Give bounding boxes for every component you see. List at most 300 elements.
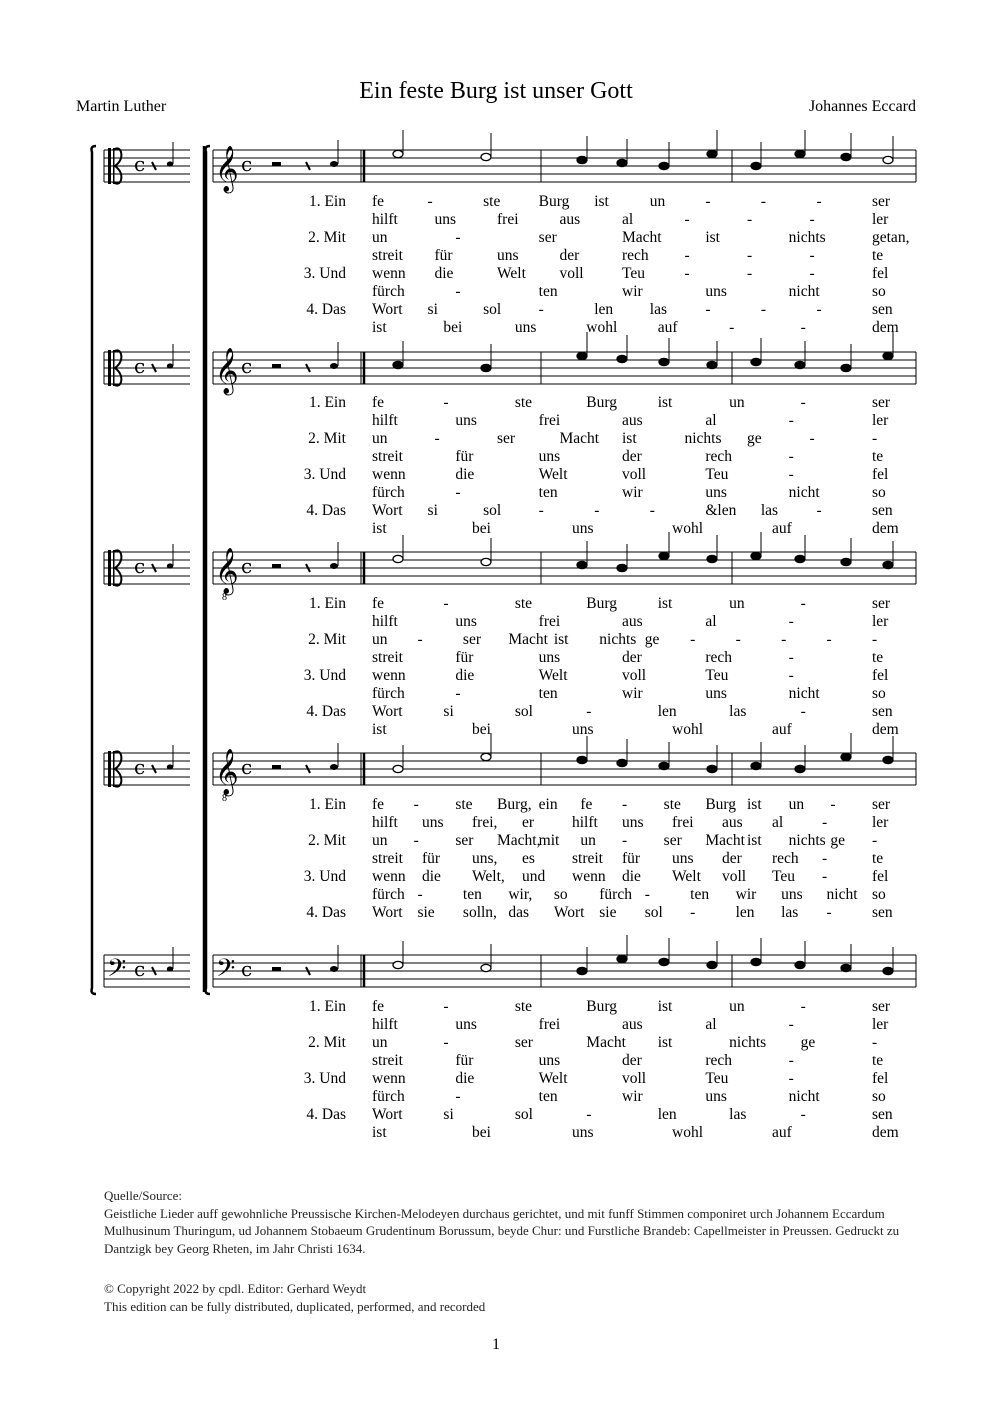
note-icon xyxy=(795,361,805,368)
lyric-syllable: - xyxy=(434,430,440,447)
lyric-syllable: hilft xyxy=(372,412,398,429)
lyric-syllable: un xyxy=(729,394,745,411)
lyric-syllable: Teu xyxy=(705,667,729,684)
lyric-syllable: Macht xyxy=(622,229,662,246)
lyric-syllable: Teu xyxy=(772,868,796,885)
lyric-syllable: un xyxy=(372,430,388,447)
lyric-syllable: si xyxy=(427,301,438,318)
note-icon xyxy=(167,764,173,769)
lyric-syllable: wenn xyxy=(372,466,406,483)
lyric-syllable: hilft xyxy=(372,613,398,630)
lyric-syllable: frei xyxy=(497,211,519,228)
lyric-syllable: ist xyxy=(553,631,569,648)
lyric-syllable: - xyxy=(800,595,806,612)
lyric-syllable: Burg, xyxy=(497,796,532,813)
lyric-syllable: - xyxy=(816,502,822,519)
lyric-syllable: uns xyxy=(422,814,444,831)
treble-clef-icon: 𝄞 xyxy=(215,146,239,192)
lyric-syllable: fe xyxy=(372,796,385,813)
lyric-syllable: der xyxy=(722,850,742,867)
note-icon xyxy=(393,765,403,772)
lyric-syllable: - xyxy=(443,394,449,411)
note-icon xyxy=(330,563,338,569)
lyric-syllable: - xyxy=(644,886,650,903)
lyric-syllable: - xyxy=(622,796,628,813)
time-signature-icon: c xyxy=(241,554,253,578)
lyric-syllable: mit xyxy=(538,832,560,849)
time-signature-icon: c xyxy=(241,354,253,378)
lyric-syllable: die xyxy=(422,868,441,885)
lyric-syllable: - xyxy=(729,319,735,336)
lyric-syllable: - xyxy=(826,631,832,648)
note-icon xyxy=(841,153,851,160)
lyric-syllable: - xyxy=(413,832,419,849)
lyric-syllable: uns xyxy=(572,721,594,738)
verse-label: 3. Und xyxy=(303,466,346,483)
lyric-syllable: - xyxy=(809,430,815,447)
lyric-syllable: - xyxy=(455,229,461,246)
lyric-syllable: aus xyxy=(722,814,743,831)
lyric-syllable: streit xyxy=(572,850,603,867)
lyric-syllable: fürch xyxy=(372,484,405,501)
note-icon xyxy=(841,558,851,565)
lyric-syllable: sol xyxy=(644,904,663,921)
lyric-syllable: - xyxy=(417,631,423,648)
main-bracket-curve xyxy=(206,146,211,994)
lyric-syllable: so xyxy=(872,484,886,501)
lyric-syllable: sen xyxy=(872,703,893,720)
lyric-syllable: Welt xyxy=(497,265,526,282)
lyric-syllable: nicht xyxy=(788,685,820,702)
lyric-syllable: Macht, xyxy=(497,832,541,849)
lyric-syllable: Welt xyxy=(538,1070,568,1087)
lyric-syllable: las xyxy=(649,301,667,318)
lyric-syllable: für xyxy=(455,649,474,666)
note-icon xyxy=(617,564,627,571)
lyric-syllable: Welt xyxy=(538,466,568,483)
lyric-syllable: das xyxy=(508,904,530,921)
half-rest-icon xyxy=(272,564,281,568)
lyric-syllable: ste xyxy=(514,998,533,1015)
lyric-syllable: uns, xyxy=(472,850,498,867)
lyric-syllable: frei, xyxy=(472,814,498,831)
lyric-syllable: - xyxy=(788,1070,794,1087)
verse-label: 4. Das xyxy=(306,703,346,720)
lyric-syllable: ler xyxy=(872,814,889,831)
note-icon xyxy=(481,153,491,160)
lyric-syllable: - xyxy=(788,412,794,429)
lyric-syllable: te xyxy=(872,448,884,465)
lyric-syllable: uns xyxy=(538,1052,561,1069)
lyric-syllable: wir xyxy=(622,484,643,501)
lyric-syllable: die xyxy=(455,667,475,684)
lyric-syllable: - xyxy=(800,998,806,1015)
lyric-syllable: un xyxy=(372,631,388,648)
lyric-syllable: - xyxy=(443,998,449,1015)
half-rest-icon xyxy=(272,765,281,769)
lyric-syllable: - xyxy=(443,1034,449,1051)
note-icon xyxy=(883,352,893,359)
lyric-syllable: der xyxy=(622,649,642,666)
lyric-syllable: hilft xyxy=(572,814,598,831)
note-icon xyxy=(167,563,173,568)
lyric-syllable: len xyxy=(594,301,614,318)
lyric-syllable: wir xyxy=(622,685,643,702)
note-icon xyxy=(751,162,761,169)
lyric-syllable: nichts xyxy=(599,631,637,648)
note-icon xyxy=(659,552,669,559)
lyric-syllable: - xyxy=(705,301,711,318)
note-icon xyxy=(167,161,173,166)
lyric-syllable: len xyxy=(657,1106,677,1123)
lyric-syllable: - xyxy=(455,685,461,702)
lyric-syllable: ste xyxy=(663,796,681,813)
lyric-syllable: uns xyxy=(514,319,537,336)
note-icon xyxy=(795,765,805,772)
lyric-syllable: ser xyxy=(872,595,891,612)
lyric-syllable: ten xyxy=(538,484,558,501)
lyric-syllable: - xyxy=(816,193,822,210)
lyric-syllable: - xyxy=(800,703,806,720)
lyric-syllable: voll xyxy=(622,466,647,483)
half-rest-icon xyxy=(272,364,281,368)
lyric-syllable: - xyxy=(427,193,433,210)
lyric-syllable: ler xyxy=(872,412,889,429)
note-icon xyxy=(330,764,338,770)
note-icon xyxy=(841,964,851,971)
lyric-syllable: fürch xyxy=(372,886,405,903)
lyric-syllable: te xyxy=(872,850,884,867)
lyric-syllable: streit xyxy=(372,850,403,867)
lyric-syllable: - xyxy=(586,703,592,720)
lyric-syllable: ser xyxy=(497,430,516,447)
note-icon xyxy=(481,964,491,971)
lyric-syllable: - xyxy=(809,247,815,264)
lyric-syllable: ist xyxy=(657,1034,673,1051)
lyric-syllable: sie xyxy=(599,904,617,921)
lyric-syllable: ten xyxy=(538,685,558,702)
note-icon xyxy=(795,961,805,968)
copyright-note xyxy=(104,1280,804,1315)
lyric-syllable: der xyxy=(622,1052,642,1069)
c-clef-icon xyxy=(108,148,111,184)
lyric-syllable: - xyxy=(455,283,461,300)
lyric-syllable: sol xyxy=(483,502,502,519)
lyric-syllable: - xyxy=(809,211,815,228)
lyric-syllable: dem xyxy=(872,319,899,336)
lyric-syllable: für xyxy=(434,247,453,264)
lyric-syllable: sie xyxy=(417,904,435,921)
lyric-syllable: so xyxy=(872,685,886,702)
left-bracket xyxy=(92,146,97,994)
lyric-syllable: hilft xyxy=(372,1016,398,1033)
lyric-syllable: Macht xyxy=(559,430,600,447)
lyric-syllable: - xyxy=(800,1106,806,1123)
lyric-syllable: - xyxy=(788,466,794,483)
lyric-syllable: - xyxy=(417,886,423,903)
lyric-syllable: so xyxy=(872,283,886,300)
lyric-syllable: sen xyxy=(872,502,893,519)
lyric-syllable: - xyxy=(822,850,828,867)
verse-label: 1. Ein xyxy=(308,595,346,612)
lyric-syllable: rech xyxy=(705,1052,732,1069)
lyric-syllable: uns xyxy=(705,1088,727,1105)
lyric-syllable: uns xyxy=(705,685,727,702)
lyric-syllable: für xyxy=(455,448,474,465)
lyric-syllable: fe xyxy=(372,394,385,411)
lyric-syllable: ist xyxy=(657,394,673,411)
lyric-syllable: nichts xyxy=(788,229,826,246)
lyric-syllable: uns xyxy=(672,850,694,867)
lyric-syllable: - xyxy=(455,484,461,501)
half-rest-icon xyxy=(272,967,281,971)
note-icon xyxy=(883,156,893,163)
lyric-syllable: nichts xyxy=(729,1034,767,1051)
lyric-syllable: te xyxy=(872,247,884,264)
note-icon xyxy=(659,162,669,169)
lyric-syllable: - xyxy=(538,301,544,318)
lyric-syllable: uns xyxy=(455,613,477,630)
lyric-syllable: te xyxy=(872,649,884,666)
lyric-syllable: ist xyxy=(372,319,387,336)
lyric-syllable: ge xyxy=(644,631,660,648)
lyric-syllable: ge xyxy=(800,1034,816,1051)
lyric-syllable: uns xyxy=(572,520,594,537)
lyric-syllable: - xyxy=(760,301,767,318)
note-icon xyxy=(883,756,893,763)
lyric-syllable: uns xyxy=(497,247,519,264)
note-icon xyxy=(659,358,669,365)
lyric-syllable: un xyxy=(729,595,745,612)
verse-label: 4. Das xyxy=(306,301,346,318)
lyric-syllable: - xyxy=(788,613,794,630)
lyric-syllable: - xyxy=(872,430,878,447)
lyric-syllable: sol xyxy=(483,301,502,318)
time-signature-icon: c xyxy=(134,755,146,779)
lyric-syllable: un xyxy=(649,193,666,210)
lyric-syllable: ste xyxy=(455,796,473,813)
note-icon xyxy=(795,150,805,157)
note-icon xyxy=(707,961,717,968)
lyric-syllable: frei xyxy=(538,412,561,429)
lyric-syllable: wohl xyxy=(586,319,618,336)
note-icon xyxy=(707,555,717,562)
lyric-syllable: frei xyxy=(538,1016,561,1033)
lyric-syllable: sen xyxy=(872,904,893,921)
lyric-syllable: uns xyxy=(455,1016,477,1033)
verse-label: 2. Mit xyxy=(308,832,346,849)
lyric-syllable: - xyxy=(800,394,806,411)
lyric-syllable: ist xyxy=(372,1124,387,1141)
lyric-syllable: dem xyxy=(872,721,899,738)
lyric-syllable: - xyxy=(705,193,711,210)
distribution-text: This edition can be fully distributed, duplicated, performed, and recorded xyxy=(104,1298,486,1314)
lyric-syllable: rech xyxy=(705,649,732,666)
lyric-syllable: ist xyxy=(594,193,609,210)
lyric-syllable: Wort xyxy=(372,1106,403,1123)
lyric-syllable: Macht xyxy=(705,832,745,849)
octave-mark-icon: 8 xyxy=(222,592,227,603)
lyric-syllable: Burg xyxy=(705,796,737,813)
lyric-syllable: so xyxy=(553,886,568,903)
lyric-syllable: ten xyxy=(538,1088,558,1105)
lyric-syllable: te xyxy=(872,1052,884,1069)
note-icon xyxy=(167,966,173,971)
note-icon xyxy=(577,756,587,763)
lyric-syllable: - xyxy=(443,595,449,612)
lyric-syllable: fel xyxy=(872,1070,889,1087)
lyric-syllable: fürch xyxy=(372,1088,405,1105)
lyric-syllable: - xyxy=(872,631,878,648)
lyric-syllable: un xyxy=(580,832,596,849)
lyric-syllable: nicht xyxy=(788,283,820,300)
lyric-syllable: ist xyxy=(622,430,637,447)
lyric-syllable: - xyxy=(747,211,753,228)
composer-name: Johannes Eccard xyxy=(808,98,916,115)
lyric-syllable: Teu xyxy=(705,466,729,483)
copyright-text: © Copyright 2022 by cpdl. Editor: Gerhard Weydt xyxy=(104,1281,367,1296)
lyric-syllable: und xyxy=(522,868,546,885)
lyric-syllable: - xyxy=(684,265,690,282)
note-icon xyxy=(841,364,851,371)
lyric-syllable: nicht xyxy=(788,1088,820,1105)
note-icon xyxy=(707,765,717,772)
lyric-syllable: bei xyxy=(472,721,491,738)
lyric-syllable: fel xyxy=(872,667,889,684)
lyric-syllable: si xyxy=(443,1106,454,1123)
lyric-syllable: hilft xyxy=(372,211,398,228)
lyric-syllable: ser xyxy=(872,796,891,813)
lyric-syllable: ste xyxy=(483,193,501,210)
lyric-syllable: aus xyxy=(622,412,643,429)
lyric-syllable: - xyxy=(830,796,836,813)
lyric-syllable: nichts xyxy=(684,430,722,447)
lyric-syllable: si xyxy=(443,703,454,720)
lyric-syllable: bei xyxy=(443,319,463,336)
lyric-syllable: al xyxy=(705,1016,717,1033)
lyric-syllable: voll xyxy=(722,868,747,885)
verse-label: 2. Mit xyxy=(308,430,346,447)
lyric-syllable: rech xyxy=(772,850,799,867)
lyric-syllable: ist xyxy=(372,520,387,537)
lyric-syllable: - xyxy=(690,904,696,921)
note-icon xyxy=(751,762,761,769)
lyric-syllable: uns xyxy=(538,448,561,465)
verse-label: 3. Und xyxy=(303,868,346,885)
lyric-syllable: die xyxy=(455,1070,475,1087)
lyric-syllable: wohl xyxy=(672,520,703,537)
verse-label: 1. Ein xyxy=(308,796,346,813)
lyric-syllable: wenn xyxy=(572,868,606,885)
note-icon xyxy=(751,552,761,559)
note-icon xyxy=(481,558,491,565)
note-icon xyxy=(617,159,627,166)
lyric-syllable: Wort xyxy=(372,904,403,921)
lyric-syllable: Wort xyxy=(372,301,403,318)
lyric-syllable: Wort xyxy=(372,502,403,519)
note-icon xyxy=(617,355,627,362)
note-icon xyxy=(795,555,805,562)
lyric-syllable: fe xyxy=(372,193,385,210)
time-signature-icon: c xyxy=(134,957,146,981)
lyric-syllable: al xyxy=(772,814,784,831)
lyric-syllable: streit xyxy=(372,247,403,264)
lyric-syllable: ler xyxy=(872,211,889,228)
lyric-syllable: fürch xyxy=(372,283,405,300)
treble-clef-icon: 𝄞 xyxy=(215,749,239,795)
lyric-syllable: - xyxy=(735,631,741,648)
lyric-syllable: ser xyxy=(538,229,557,246)
lyric-syllable: wir xyxy=(622,1088,643,1105)
time-signature-icon: c xyxy=(134,152,146,176)
lyric-syllable: so xyxy=(872,886,886,903)
lyric-syllable: auf xyxy=(772,520,792,537)
half-rest-icon xyxy=(272,162,281,166)
lyric-syllable: - xyxy=(586,1106,592,1123)
lyric-syllable: uns xyxy=(705,283,727,300)
lyric-syllable: las xyxy=(729,1106,747,1123)
bass-clef-icon: 𝄢 xyxy=(107,954,127,989)
lyric-syllable: ten xyxy=(538,283,558,300)
lyric-syllable: wenn xyxy=(372,1070,406,1087)
lyric-syllable: al xyxy=(705,613,717,630)
lyric-syllable: uns xyxy=(455,412,477,429)
source-text: Geistliche Lieder auff gewohnliche Preussische Kirchen-Melodeyen durchaus gerichtet, und mit funff Stimmen componiret urch Johannem Eccardum Mulhusinum Thuringum, ud Johannem Stobaeum Grudentinum Borussum, beyde Chur: und Furstliche Brandeb: Capellmeister in Preussen. Gedruckt zu Dantzigk bey Georg Rheten, im Jahr Christi 1634. xyxy=(104,1205,900,1256)
lyric-syllable: las xyxy=(781,904,799,921)
lyric-syllable: - xyxy=(684,247,690,264)
lyric-syllable: ten xyxy=(462,886,482,903)
lyric-syllable: - xyxy=(822,814,828,831)
lyric-syllable: sen xyxy=(872,1106,893,1123)
note-icon xyxy=(577,561,587,568)
note-icon xyxy=(707,361,717,368)
lyric-syllable: al xyxy=(705,412,717,429)
lyric-syllable: ste xyxy=(514,595,533,612)
lyric-syllable: ser xyxy=(455,832,474,849)
lyric-syllable: - xyxy=(684,211,690,228)
lyric-syllable: wir xyxy=(622,283,643,300)
lyric-syllable: un xyxy=(729,998,745,1015)
lyric-syllable: - xyxy=(760,193,767,210)
lyric-syllable: die xyxy=(622,868,641,885)
lyric-syllable: ist xyxy=(747,796,762,813)
lyric-syllable: ist xyxy=(657,998,673,1015)
lyric-syllable: aus xyxy=(622,613,643,630)
lyric-syllable: solln, xyxy=(462,904,497,921)
c-clef-icon xyxy=(113,550,115,586)
lyric-syllable: fe xyxy=(372,998,385,1015)
octave-mark-icon: 8 xyxy=(222,793,227,804)
verse-label: 4. Das xyxy=(306,904,346,921)
lyric-syllable: fel xyxy=(872,265,889,282)
lyric-syllable: uns xyxy=(572,1124,594,1141)
lyric-syllable: - xyxy=(872,832,878,849)
note-icon xyxy=(617,759,627,766)
lyric-syllable: Teu xyxy=(622,265,646,282)
lyric-syllable: - xyxy=(649,502,655,519)
note-icon xyxy=(577,352,587,359)
time-signature-icon: c xyxy=(241,957,253,981)
lyric-syllable: wenn xyxy=(372,265,406,282)
time-signature-icon: c xyxy=(134,554,146,578)
source-note xyxy=(104,1187,904,1257)
poet-name: Martin Luther xyxy=(76,98,167,115)
lyric-syllable: der xyxy=(559,247,580,264)
lyric-syllable: - xyxy=(826,904,832,921)
note-icon xyxy=(577,156,587,163)
verse-label: 4. Das xyxy=(306,1106,346,1123)
time-signature-icon: c xyxy=(134,354,146,378)
